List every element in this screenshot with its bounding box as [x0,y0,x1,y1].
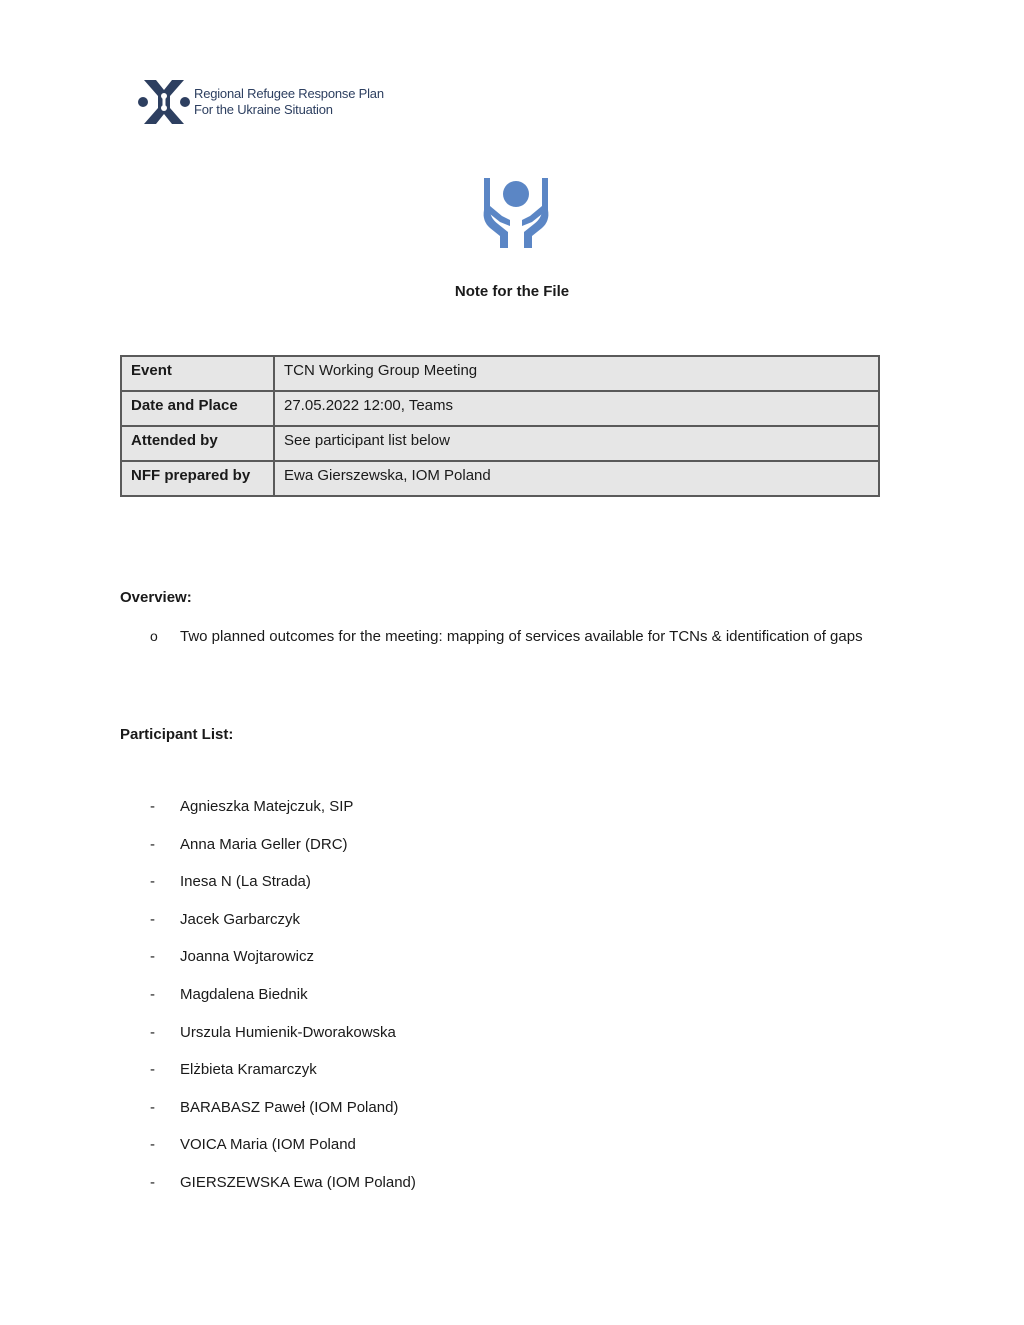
row-label: Date and Place [121,391,274,426]
row-value: TCN Working Group Meeting [274,356,879,391]
participant-name: GIERSZEWSKA Ewa (IOM Poland) [180,1173,416,1191]
participant-name: Inesa N (La Strada) [180,873,311,891]
logo-line-1: Regional Refugee Response Plan [194,86,384,101]
participant-name: Joanna Wojtarowicz [180,948,314,966]
participant-list [150,798,416,1212]
rrp-logo-icon [138,76,190,128]
list-bullet: - [150,1098,155,1116]
list-item [150,1136,416,1174]
table-row [121,426,879,461]
overview-item [150,624,910,649]
rrp-logo-text [194,86,384,118]
rrp-logo [138,76,384,128]
row-value: See participant list below [274,426,879,461]
list-item [150,1061,416,1099]
list-bullet: - [150,1023,155,1041]
table-row [121,356,879,391]
table-row [121,461,879,496]
overview-heading: Overview: [120,589,192,606]
hands-holding-person-icon [480,176,552,250]
list-bullet: - [150,1136,155,1154]
participant-name: VOICA Maria (IOM Poland [180,1136,356,1154]
list-item [150,986,416,1024]
list-bullet: - [150,873,155,891]
list-bullet: - [150,985,155,1003]
list-item [150,836,416,874]
row-label: Attended by [121,426,274,461]
participant-name: Agnieszka Matejczuk, SIP [180,798,354,815]
participant-name: Jacek Garbarczyk [180,910,301,928]
page-title: Note for the File [454,283,570,300]
list-bullet: - [150,1173,155,1191]
list-item [150,1024,416,1062]
participant-name: Magdalena Biednik [180,985,308,1003]
list-item [150,1174,416,1212]
list-item [150,948,416,986]
list-item [150,798,416,836]
list-item [150,1099,416,1137]
event-info-table [120,355,880,497]
list-bullet: o [150,628,158,644]
row-label: Event [121,356,274,391]
list-item [150,873,416,911]
participant-name: Elżbieta Kramarczyk [180,1061,317,1079]
participant-name: Anna Maria Geller (DRC) [180,835,348,853]
participant-list-heading: Participant List: [120,726,234,743]
participant-name: BARABASZ Paweł (IOM Poland) [180,1098,399,1116]
row-value: Ewa Gierszewska, IOM Poland [274,461,879,496]
list-bullet: - [150,835,155,853]
list-item [150,911,416,949]
list-bullet: - [150,948,155,966]
logo-line-2: For the Ukraine Situation [194,102,333,117]
list-bullet: - [150,798,155,815]
row-label: NFF prepared by [121,461,274,496]
table-row [121,391,879,426]
overview-item-text: Two planned outcomes for the meeting: mapping of services available for TCNs & identification of gaps [180,628,863,645]
row-value: 27.05.2022 12:00, Teams [274,391,879,426]
list-bullet: - [150,910,155,928]
list-bullet: - [150,1061,155,1079]
participant-name: Urszula Humienik-Dworakowska [180,1023,396,1041]
